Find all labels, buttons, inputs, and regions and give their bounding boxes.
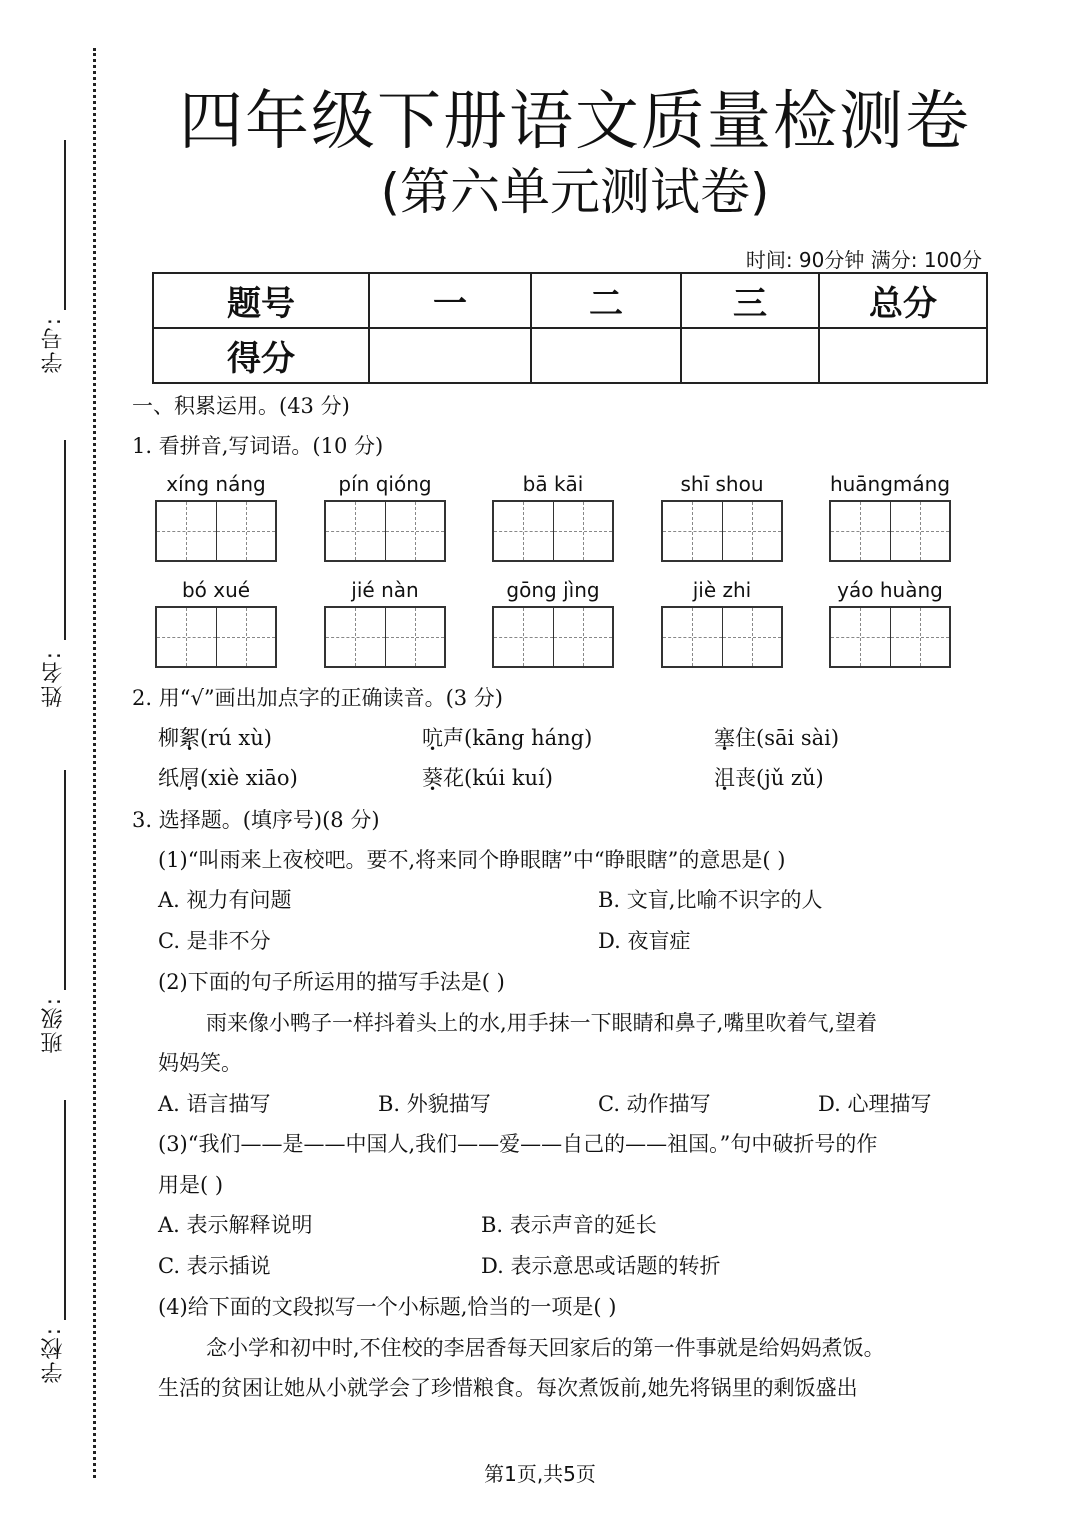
pron-item[interactable] xyxy=(158,722,272,752)
pron-char: 柳 xyxy=(158,726,179,750)
q3-sub1-question: (1)“叫雨来上夜校吧。要不,将来同个睁眼瞎”中“睁眼瞎”的意思是( ) xyxy=(158,848,786,872)
q3-sub4-passage-line1: 念小学和初中时,不住校的李居香每天回家后的第一件事就是给妈妈煮饭。 xyxy=(206,1336,885,1360)
q3-sub4-passage-line2: 生活的贫困让她从小就学会了珍惜粮食。每次煮饭前,她先将锅里的剩饭盛出 xyxy=(158,1376,858,1400)
tian-grid-boxes[interactable] xyxy=(492,500,614,562)
dotted-char: 塞 xyxy=(714,726,735,750)
pinyin-text: jié nàn xyxy=(351,578,419,602)
pron-options: 住(sāi sài) xyxy=(735,726,840,750)
page-number: 第1页,共5页 xyxy=(484,1462,596,1486)
pron-item[interactable] xyxy=(714,722,839,752)
q3-sub2-option-a[interactable]: A. 语言描写 xyxy=(158,1092,271,1116)
tian-grid-boxes[interactable] xyxy=(324,606,446,668)
name-label: 姓名: xyxy=(41,650,66,708)
q3-sub3-option-d[interactable]: D. 表示意思或话题的转折 xyxy=(481,1254,721,1278)
score-col-label: 题号 xyxy=(153,273,369,328)
score-cell-2[interactable] xyxy=(531,328,681,383)
class-label: 班级: xyxy=(41,996,66,1054)
score-cell-3[interactable] xyxy=(681,328,819,383)
time-info: 时间: 90分钟 满分: 100分 xyxy=(745,248,982,272)
q3-sub1-option-d[interactable]: D. 夜盲症 xyxy=(598,929,691,953)
pinyin-text: xíng náng xyxy=(166,472,266,496)
section1-heading: 一、积累运用。(43 分) xyxy=(132,394,350,418)
score-col-3: 三 xyxy=(681,273,819,328)
score-col-total: 总分 xyxy=(819,273,987,328)
pron-item[interactable] xyxy=(422,762,553,792)
score-table-score-row xyxy=(153,328,987,383)
pinyin-text: gōng jìng xyxy=(506,578,600,602)
q1-prompt: 1. 看拼音,写词语。(10 分) xyxy=(132,434,384,458)
tian-grid-boxes[interactable] xyxy=(661,606,783,668)
q3-sub2-passage-line1: 雨来像小鸭子一样抖着头上的水,用手抹一下眼睛和鼻子,嘴里吹着气,望着 xyxy=(206,1011,878,1035)
score-col-2: 二 xyxy=(531,273,681,328)
pron-options: 丧(jǔ zǔ) xyxy=(735,766,824,790)
pron-options: (xiè xiāo) xyxy=(200,766,298,790)
pron-options: 声(kāng háng) xyxy=(443,726,593,750)
q3-sub1-option-a[interactable]: A. 视力有问题 xyxy=(158,888,292,912)
pron-item[interactable] xyxy=(158,762,298,792)
pinyin-text: jiè zhi xyxy=(692,578,752,602)
dotted-char: 葵 xyxy=(422,766,443,790)
pron-options: 花(kúi kuí) xyxy=(443,766,553,790)
school-blank[interactable] xyxy=(64,1100,66,1320)
q3-sub1-option-b[interactable]: B. 文盲,比喻不识字的人 xyxy=(598,888,823,912)
pinyin-text: bā kāi xyxy=(522,472,584,496)
q3-sub2-option-c[interactable]: C. 动作描写 xyxy=(598,1092,711,1116)
pinyin-text: pín qióng xyxy=(338,472,432,496)
tian-grid-boxes[interactable] xyxy=(829,606,951,668)
q3-sub2-option-b[interactable]: B. 外貌描写 xyxy=(378,1092,491,1116)
tian-grid-boxes[interactable] xyxy=(155,500,277,562)
score-table xyxy=(152,272,988,384)
score-cell-total[interactable] xyxy=(819,328,987,383)
q3-sub2-passage-line2: 妈妈笑。 xyxy=(158,1051,242,1075)
binding-dotted-line xyxy=(93,48,96,1478)
q3-sub4-question: (4)给下面的文段拟写一个小标题,恰当的一项是( ) xyxy=(158,1295,617,1319)
q3-sub3-option-b[interactable]: B. 表示声音的延长 xyxy=(481,1213,657,1237)
dotted-char: 絮 xyxy=(179,726,200,750)
q3-sub2-question: (2)下面的句子所运用的描写手法是( ) xyxy=(158,970,505,994)
score-table-header-row xyxy=(153,273,987,328)
pron-char: 纸 xyxy=(158,766,179,790)
pinyin-text: yáo huàng xyxy=(837,578,943,602)
dotted-char: 沮 xyxy=(714,766,735,790)
score-cell-1[interactable] xyxy=(369,328,531,383)
q3-sub1-option-c[interactable]: C. 是非不分 xyxy=(158,929,271,953)
q3-sub3-option-c[interactable]: C. 表示插说 xyxy=(158,1254,271,1278)
pinyin-text: bó xué xyxy=(181,578,251,602)
class-blank[interactable] xyxy=(64,770,66,990)
pron-options: (rú xù) xyxy=(200,726,272,750)
tian-grid-boxes[interactable] xyxy=(829,500,951,562)
student-no-blank[interactable] xyxy=(64,140,66,310)
page-subtitle: (第六单元测试卷) xyxy=(380,163,770,221)
score-row-label: 得分 xyxy=(153,328,369,383)
page-title: 四年级下册语文质量检测卷 xyxy=(179,85,971,159)
q3-sub3-option-a[interactable]: A. 表示解释说明 xyxy=(158,1213,313,1237)
tian-grid-boxes[interactable] xyxy=(661,500,783,562)
pinyin-text: huāngmáng xyxy=(829,472,951,496)
name-blank[interactable] xyxy=(64,440,66,640)
tian-grid-boxes[interactable] xyxy=(155,606,277,668)
q3-sub2-option-d[interactable]: D. 心理描写 xyxy=(818,1092,932,1116)
pinyin-text: shī shou xyxy=(680,472,764,496)
school-label: 学校: xyxy=(41,1326,66,1384)
q2-prompt: 2. 用“√”画出加点字的正确读音。(3 分) xyxy=(132,686,503,710)
dotted-char: 吭 xyxy=(422,726,443,750)
tian-grid-boxes[interactable] xyxy=(492,606,614,668)
student-no-label: 学号: xyxy=(41,316,66,374)
pron-item[interactable] xyxy=(714,762,824,792)
q3-prompt: 3. 选择题。(填序号)(8 分) xyxy=(132,808,380,832)
pron-item[interactable] xyxy=(422,722,592,752)
dotted-char: 屑 xyxy=(179,766,200,790)
score-col-1: 一 xyxy=(369,273,531,328)
q3-sub3-question-line2: 用是( ) xyxy=(158,1173,224,1197)
q3-sub3-question-line1: (3)“我们——是——中国人,我们——爱——自己的——祖国。”句中破折号的作 xyxy=(158,1132,878,1156)
tian-grid-boxes[interactable] xyxy=(324,500,446,562)
